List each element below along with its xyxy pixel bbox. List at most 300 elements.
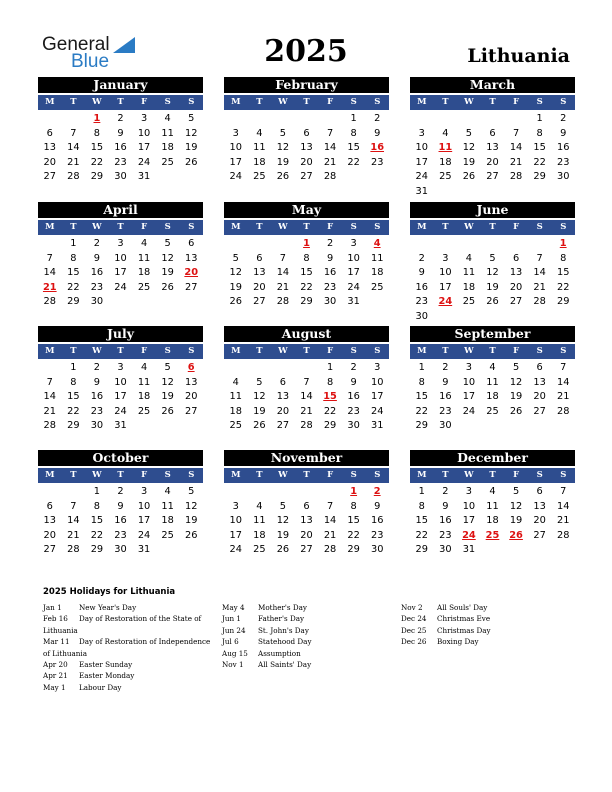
- weekday-label: T: [117, 222, 124, 232]
- day-cell: 29: [415, 420, 429, 432]
- day-cell: 23: [347, 405, 360, 417]
- day-cell: 20: [300, 156, 313, 168]
- day-cell: 28: [323, 544, 337, 556]
- day-cell: 20: [533, 515, 546, 527]
- day-cell: 8: [350, 127, 357, 139]
- weekday-header: [410, 344, 575, 359]
- weekday-label: F: [327, 346, 334, 356]
- day-cell: 9: [418, 267, 425, 279]
- day-cell: 27: [300, 171, 313, 183]
- day-cell: 23: [439, 405, 452, 417]
- holiday-day-cell: 4: [373, 238, 381, 249]
- weekday-label: W: [464, 97, 474, 107]
- weekday-label: S: [188, 97, 195, 107]
- day-cell: 10: [137, 127, 151, 139]
- weekday-label: F: [141, 222, 148, 232]
- day-cell: 27: [509, 296, 523, 308]
- day-cell: 18: [370, 267, 384, 279]
- day-cell: 29: [67, 420, 80, 432]
- day-cell: 28: [43, 420, 57, 432]
- day-cell: 3: [374, 362, 381, 373]
- holiday-name: Easter Monday: [79, 671, 135, 681]
- day-cell: 18: [137, 391, 151, 403]
- day-cell: 9: [442, 500, 449, 512]
- logo-text-general: General: [42, 34, 110, 55]
- month-july: [38, 326, 203, 434]
- month-february: [224, 77, 389, 185]
- day-cell: 1: [326, 362, 334, 373]
- day-cell: 30: [90, 420, 104, 432]
- holiday-name: Father's Day: [258, 614, 305, 624]
- holiday-name: Boxing Day: [437, 637, 479, 647]
- empty-day-cell: [457, 112, 481, 127]
- day-cell: 21: [300, 405, 313, 417]
- day-cell: 9: [560, 127, 567, 139]
- day-cell: 13: [43, 142, 57, 154]
- weekday-label: S: [560, 97, 567, 107]
- weekday-label: S: [374, 470, 381, 480]
- holiday-date: Feb 16: [43, 614, 68, 624]
- day-cell: 25: [439, 171, 452, 183]
- holiday-row: [401, 613, 571, 624]
- day-cell: 15: [67, 267, 80, 279]
- day-cell: 27: [486, 171, 499, 183]
- day-cell: 18: [486, 391, 499, 403]
- day-cell: 4: [232, 376, 239, 388]
- day-cell: 9: [374, 500, 381, 512]
- weekday-label: S: [188, 470, 195, 480]
- day-cell: 13: [43, 515, 57, 527]
- weekday-label: T: [117, 470, 124, 480]
- holiday-date: Dec 24: [401, 614, 427, 624]
- empty-day-cell: [62, 485, 86, 500]
- day-cell: 22: [67, 405, 80, 417]
- day-cell: 12: [276, 142, 290, 154]
- day-cell: 31: [462, 544, 476, 556]
- weekday-label: T: [489, 346, 496, 356]
- day-cell: 19: [184, 515, 198, 527]
- weekday-label: T: [303, 346, 310, 356]
- weekday-label: S: [536, 470, 543, 480]
- holiday-day-cell: 11: [438, 142, 453, 154]
- weekday-label: S: [188, 346, 195, 356]
- day-cell: 17: [137, 515, 151, 527]
- weekday-label: T: [442, 222, 449, 232]
- day-cell: 29: [90, 544, 104, 556]
- holiday-date: Jul 6: [222, 637, 239, 647]
- empty-day-cell: [224, 112, 248, 127]
- day-cell: 30: [114, 544, 127, 556]
- holiday-name: New Year's Day: [79, 603, 137, 612]
- weekday-label: W: [278, 470, 288, 480]
- day-cell: 23: [370, 529, 384, 541]
- day-cell: 23: [439, 529, 452, 541]
- day-cell: 24: [370, 405, 384, 417]
- day-cell: 11: [486, 376, 499, 388]
- holiday-name: St. John's Day: [258, 625, 309, 635]
- weekday-label: T: [256, 470, 263, 480]
- day-cell: 7: [560, 486, 567, 497]
- weekday-label: T: [442, 470, 449, 480]
- day-cell: 29: [300, 296, 313, 308]
- day-cell: 23: [556, 156, 570, 168]
- holiday-name: Day of Restoration of the State of: [79, 614, 202, 624]
- weekday-label: S: [560, 346, 567, 356]
- day-cell: 21: [276, 281, 290, 293]
- day-cell: 5: [188, 113, 195, 124]
- day-cell: 30: [370, 544, 384, 556]
- day-cell: 4: [140, 362, 148, 373]
- day-grid: [38, 361, 203, 434]
- day-cell: 28: [300, 420, 313, 432]
- holiday-day-cell: 15: [323, 391, 337, 403]
- day-cell: 22: [67, 281, 80, 293]
- day-cell: 1: [536, 113, 543, 124]
- day-cell: 19: [229, 281, 243, 293]
- day-cell: 12: [462, 142, 476, 154]
- holiday-date: Aug 15: [222, 648, 248, 658]
- day-cell: 28: [556, 405, 570, 417]
- weekday-header: [224, 468, 389, 483]
- empty-day-cell: [528, 237, 552, 252]
- day-cell: 18: [161, 142, 174, 154]
- weekday-label: T: [70, 97, 77, 107]
- day-cell: 13: [184, 376, 198, 388]
- day-cell: 30: [114, 171, 127, 183]
- holiday-name: Christmas Eve: [437, 614, 491, 624]
- day-cell: 19: [161, 391, 174, 403]
- day-cell: 10: [462, 376, 476, 388]
- day-cell: 24: [137, 156, 151, 168]
- month-title: May: [224, 202, 389, 218]
- day-cell: 14: [276, 267, 290, 279]
- day-cell: 2: [117, 113, 124, 124]
- day-cell: 6: [256, 252, 263, 264]
- day-cell: 14: [323, 515, 337, 527]
- empty-day-cell: [318, 112, 342, 127]
- month-june: [410, 202, 575, 325]
- holiday-day-cell: 24: [438, 296, 453, 308]
- day-cell: 16: [90, 391, 104, 403]
- day-cell: 23: [114, 529, 127, 541]
- holiday-day-cell: 25: [485, 529, 500, 541]
- day-cell: 19: [276, 156, 290, 168]
- weekday-header: [38, 344, 203, 359]
- day-cell: 7: [512, 127, 520, 139]
- weekday-label: S: [536, 97, 543, 107]
- empty-day-cell: [271, 112, 295, 127]
- day-cell: 15: [533, 142, 546, 154]
- day-cell: 10: [347, 252, 360, 264]
- day-cell: 7: [70, 500, 77, 512]
- day-cell: 28: [556, 529, 570, 541]
- day-cell: 4: [465, 252, 473, 264]
- day-cell: 5: [188, 486, 195, 497]
- holiday-day-cell: 24: [462, 529, 476, 541]
- day-cell: 11: [161, 127, 174, 139]
- day-cell: 22: [415, 405, 429, 417]
- day-cell: 23: [415, 296, 429, 308]
- empty-day-cell: [38, 361, 62, 376]
- day-cell: 31: [370, 420, 384, 432]
- day-cell: 7: [303, 376, 310, 388]
- day-cell: 14: [556, 376, 570, 388]
- day-cell: 25: [137, 281, 151, 293]
- day-cell: 16: [439, 391, 452, 403]
- holiday-row: [401, 636, 571, 647]
- holiday-date: Apr 21: [43, 671, 68, 681]
- day-cell: 4: [442, 127, 449, 139]
- weekday-label: F: [513, 470, 520, 480]
- holiday-row: [43, 602, 213, 613]
- weekday-label: S: [164, 97, 171, 107]
- empty-day-cell: [248, 361, 272, 376]
- day-cell: 27: [533, 529, 546, 541]
- day-cell: 21: [67, 529, 80, 541]
- day-cell: 25: [370, 281, 384, 293]
- day-cell: 29: [323, 420, 337, 432]
- day-cell: 8: [93, 500, 101, 512]
- day-cell: 7: [70, 127, 77, 139]
- weekday-label: W: [92, 222, 102, 232]
- weekday-label: S: [188, 222, 195, 232]
- day-cell: 28: [67, 171, 80, 183]
- day-grid: [224, 485, 389, 558]
- day-cell: 10: [370, 376, 384, 388]
- weekday-label: M: [417, 222, 427, 232]
- weekday-label: M: [231, 346, 241, 356]
- holiday-row: [401, 602, 571, 613]
- day-cell: 22: [323, 405, 337, 417]
- day-cell: 29: [556, 296, 570, 308]
- day-cell: 14: [300, 391, 313, 403]
- day-cell: 30: [415, 310, 429, 322]
- day-cell: 25: [161, 529, 174, 541]
- day-cell: 6: [489, 127, 496, 139]
- weekday-label: M: [45, 97, 55, 107]
- day-cell: 17: [229, 156, 243, 168]
- weekday-label: F: [513, 97, 520, 107]
- day-cell: 16: [323, 267, 337, 279]
- day-cell: 20: [43, 156, 57, 168]
- day-cell: 3: [465, 362, 473, 373]
- day-cell: 27: [184, 281, 198, 293]
- day-cell: 24: [114, 405, 127, 417]
- holiday-row: [43, 670, 213, 681]
- day-cell: 15: [67, 391, 80, 403]
- holiday-day-cell: 1: [93, 113, 101, 124]
- day-cell: 26: [161, 281, 174, 293]
- holiday-name: Easter Sunday: [79, 660, 133, 670]
- holiday-day-cell: 1: [303, 238, 310, 249]
- day-cell: 13: [276, 391, 290, 403]
- day-cell: 26: [509, 405, 523, 417]
- day-cell: 5: [489, 252, 496, 264]
- day-cell: 7: [46, 252, 53, 264]
- day-cell: 27: [43, 544, 57, 556]
- day-cell: 10: [439, 267, 452, 279]
- month-october: [38, 450, 203, 558]
- day-cell: 11: [253, 142, 266, 154]
- day-cell: 13: [509, 267, 523, 279]
- day-cell: 23: [370, 156, 384, 168]
- day-cell: 22: [347, 529, 360, 541]
- day-grid: [38, 112, 203, 185]
- day-cell: 26: [184, 156, 198, 168]
- month-title: September: [410, 326, 575, 342]
- month-title: June: [410, 202, 575, 218]
- day-cell: 25: [161, 156, 174, 168]
- holiday-row: [43, 648, 213, 659]
- day-cell: 25: [137, 405, 151, 417]
- day-cell: 14: [509, 142, 523, 154]
- empty-day-cell: [410, 112, 434, 127]
- day-cell: 30: [439, 420, 452, 432]
- day-cell: 3: [117, 238, 124, 249]
- day-cell: 8: [93, 127, 101, 139]
- holiday-row: [222, 648, 392, 659]
- holiday-date: Jun 24: [222, 625, 246, 635]
- weekday-label: S: [374, 346, 381, 356]
- day-cell: 12: [229, 267, 243, 279]
- day-cell: 8: [70, 252, 77, 264]
- holiday-name: Labour Day: [79, 682, 122, 692]
- weekday-header: [224, 95, 389, 110]
- empty-day-cell: [62, 112, 86, 127]
- holiday-row: [401, 625, 571, 636]
- day-cell: 15: [415, 391, 429, 403]
- day-cell: 22: [347, 156, 360, 168]
- weekday-label: T: [489, 470, 496, 480]
- day-cell: 18: [462, 281, 476, 293]
- weekday-label: S: [350, 97, 357, 107]
- day-cell: 3: [232, 500, 239, 512]
- day-cell: 13: [300, 142, 313, 154]
- day-cell: 15: [347, 515, 360, 527]
- day-cell: 14: [67, 515, 80, 527]
- month-title: August: [224, 326, 389, 342]
- day-cell: 29: [415, 544, 429, 556]
- month-september: [410, 326, 575, 434]
- day-cell: 10: [229, 142, 243, 154]
- day-cell: 2: [442, 486, 449, 497]
- empty-day-cell: [434, 237, 458, 252]
- day-cell: 7: [536, 252, 543, 264]
- holiday-row: [222, 659, 392, 670]
- day-cell: 21: [509, 156, 523, 168]
- weekday-label: M: [45, 470, 55, 480]
- holidays-column: [401, 602, 571, 648]
- day-cell: 26: [229, 296, 243, 308]
- day-cell: 5: [164, 362, 171, 373]
- day-cell: 20: [276, 405, 290, 417]
- day-cell: 28: [509, 171, 523, 183]
- day-cell: 19: [509, 515, 523, 527]
- weekday-label: T: [117, 97, 124, 107]
- day-cell: 29: [533, 171, 546, 183]
- weekday-label: W: [278, 97, 288, 107]
- day-cell: 27: [276, 420, 290, 432]
- day-cell: 16: [114, 142, 127, 154]
- weekday-label: M: [231, 222, 241, 232]
- day-cell: 1: [70, 362, 77, 373]
- empty-day-cell: [457, 237, 481, 252]
- day-cell: 17: [114, 391, 127, 403]
- day-cell: 4: [489, 362, 496, 373]
- empty-day-cell: [248, 112, 272, 127]
- day-cell: 12: [161, 376, 174, 388]
- day-cell: 15: [347, 142, 360, 154]
- day-cell: 11: [370, 252, 384, 264]
- day-cell: 9: [117, 127, 124, 139]
- weekday-label: M: [45, 346, 55, 356]
- day-cell: 5: [164, 238, 171, 249]
- empty-day-cell: [318, 485, 342, 500]
- day-cell: 15: [300, 267, 313, 279]
- day-cell: 18: [253, 529, 266, 541]
- weekday-header: [38, 220, 203, 235]
- holiday-date: Jan 1: [43, 603, 62, 612]
- day-cell: 10: [114, 376, 127, 388]
- day-cell: 9: [93, 376, 101, 388]
- month-december: [410, 450, 575, 558]
- day-cell: 12: [161, 252, 174, 264]
- day-cell: 5: [279, 127, 287, 139]
- day-cell: 2: [418, 252, 425, 264]
- empty-day-cell: [38, 485, 62, 500]
- country-name: Lithuania: [467, 45, 570, 67]
- day-cell: 30: [90, 296, 104, 308]
- day-cell: 23: [114, 156, 127, 168]
- day-cell: 15: [415, 515, 429, 527]
- holiday-day-cell: 20: [184, 267, 199, 279]
- holiday-row: [43, 659, 213, 670]
- day-cell: 25: [486, 405, 499, 417]
- day-cell: 19: [253, 405, 266, 417]
- day-cell: 30: [556, 171, 570, 183]
- holidays-column: [222, 602, 392, 670]
- day-cell: 17: [370, 391, 384, 403]
- month-august: [224, 326, 389, 434]
- day-cell: 26: [276, 171, 290, 183]
- day-cell: 2: [93, 238, 101, 249]
- day-cell: 26: [486, 296, 499, 308]
- weekday-label: S: [350, 346, 357, 356]
- day-cell: 27: [533, 405, 546, 417]
- weekday-label: T: [117, 346, 124, 356]
- weekday-label: S: [374, 222, 381, 232]
- empty-day-cell: [481, 112, 505, 127]
- day-cell: 3: [418, 127, 425, 139]
- weekday-header: [38, 468, 203, 483]
- day-cell: 30: [323, 296, 337, 308]
- day-cell: 31: [114, 420, 127, 432]
- day-cell: 12: [509, 500, 523, 512]
- day-cell: 18: [439, 156, 452, 168]
- day-cell: 30: [347, 420, 360, 432]
- day-cell: 13: [300, 515, 313, 527]
- day-cell: 2: [350, 362, 357, 373]
- holiday-day-cell: 2: [373, 486, 381, 497]
- day-cell: 24: [229, 544, 243, 556]
- empty-day-cell: [295, 112, 319, 127]
- day-cell: 5: [232, 252, 239, 264]
- day-cell: 3: [140, 486, 148, 497]
- day-cell: 5: [465, 127, 473, 139]
- day-cell: 21: [43, 405, 57, 417]
- holiday-day-cell: 21: [42, 281, 57, 293]
- day-cell: 7: [279, 252, 287, 264]
